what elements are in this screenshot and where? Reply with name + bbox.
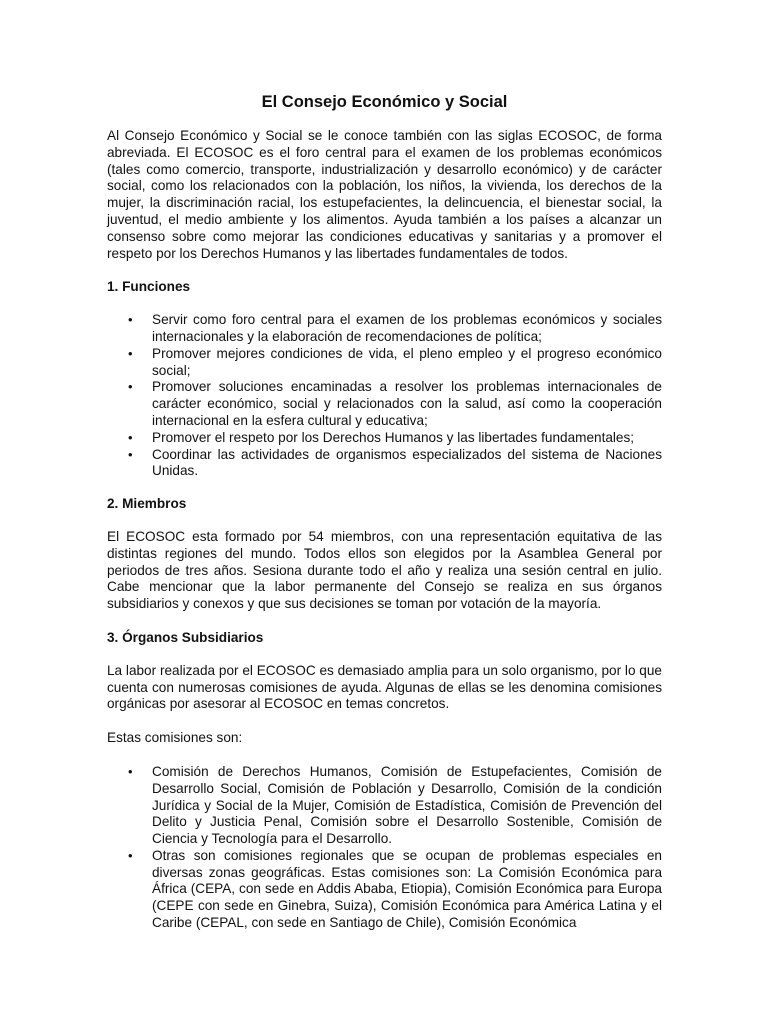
- comisiones-lead: Estas comisiones son:: [107, 730, 243, 746]
- document-title: El Consejo Económico y Social: [261, 93, 508, 111]
- bullet-icon: •: [128, 446, 133, 462]
- list-item: [107, 447, 662, 481]
- bullet-icon: •: [128, 312, 133, 328]
- section-heading-miembros: 2. Miembros: [107, 496, 187, 512]
- organos-paragraph: La labor realizada por el ECOSOC es demasiado amplia para un solo organismo, por lo que cuenta con numerosas comisiones de ayuda. Algunas de ellas se les denomina comisiones orgánicas por asesorar al ECOSOC en temas concretos.: [107, 662, 662, 712]
- bullet-icon: •: [128, 763, 133, 779]
- section-heading-organos-subsidiarios: 3. Órganos Subsidiarios: [107, 629, 264, 645]
- document-page: [107, 92, 662, 948]
- comisiones-list: [107, 764, 662, 932]
- list-item-text: Promover el respeto por los Derechos Humanos y las libertades fundamentales;: [152, 429, 635, 445]
- list-item-text: Comisión de Derechos Humanos, Comisión de Estupefacientes, Comisión de Desarrollo Social, Comisión de Población y Desarrollo, Comisión de la condición Jurídica y Social de la Mujer, Comisión de Estadística, Comisión de Prevención del Delito y Justicia Penal, Comisión sobre el Desarrollo Sostenible, Comisión de Ciencia y Tecnología para el Desarrollo.: [152, 763, 662, 847]
- list-item: [107, 764, 662, 848]
- bullet-icon: •: [128, 429, 133, 445]
- list-item-text: Otras son comisiones regionales que se ocupan de problemas especiales en diversas zonas geográficas. Estas comisiones son: La Comisión Económica para África (CEPA, con sede en Addis Ababa, Etiopia), Comisión Económica para Europa (CEPE con sede en Ginebra, Suiza), Comisión Económica para América Latina y el Caribe (CEPAL, con sede en Santiago de Chile), Comisión Económica: [152, 847, 662, 931]
- list-item-text: Servir como foro central para el examen de los problemas económicos y sociales internacionales y la elaboración de recomendaciones de política;: [152, 312, 662, 344]
- section-heading-funciones: 1. Funciones: [107, 279, 191, 295]
- list-item-text: Promover mejores condiciones de vida, el pleno empleo y el progreso económico social;: [152, 345, 662, 378]
- bullet-icon: •: [128, 379, 133, 395]
- intro-paragraph: Al Consejo Económico y Social se le conoce también con las siglas ECOSOC, de forma abreviada. El ECOSOC es el foro central para el examen de los problemas económicos (tales como comercio, transporte, industrialización y desarrollo económico) y de carácter social, como los relacionados con la población, los niños, la vivienda, los derechos de la mujer, la discriminación racial, los estupefacientes, la delincuencia, el bienestar social, la juventud, el medio ambiente y los alimentos. Ayuda también a los países a alcanzar un consenso sobre como mejorar las condiciones educativas y sanitarias y a promover el respeto por los Derechos Humanos y las libertades fundamentales de todos.: [107, 128, 662, 261]
- list-item: [107, 379, 662, 429]
- list-item-text: Promover soluciones encaminadas a resolver los problemas internacionales de carácter económico, social y relacionados con la salud, así como la cooperación internacional en la esfera cultural y educativa;: [152, 379, 662, 428]
- list-item: [107, 346, 662, 380]
- bullet-icon: •: [128, 345, 133, 361]
- list-item-text: Coordinar las actividades de organismos especializados del sistema de Naciones Unidas.: [152, 446, 662, 479]
- list-item: [107, 430, 662, 447]
- bullet-icon: •: [128, 847, 133, 863]
- list-item: [107, 848, 662, 932]
- list-item: [107, 312, 662, 346]
- miembros-paragraph: El ECOSOC esta formado por 54 miembros, con una representación equitativa de las distintas regiones del mundo. Todos ellos son elegidos por la Asamblea General por periodos de tres años. Sesiona durante todo el año y realiza una sesión central en julio. Cabe mencionar que la labor permanente del Consejo se realiza en sus órganos subsidiarios y conexos y que sus decisiones se toman por votación de la mayoría.: [107, 528, 662, 612]
- funciones-list: [107, 312, 662, 480]
